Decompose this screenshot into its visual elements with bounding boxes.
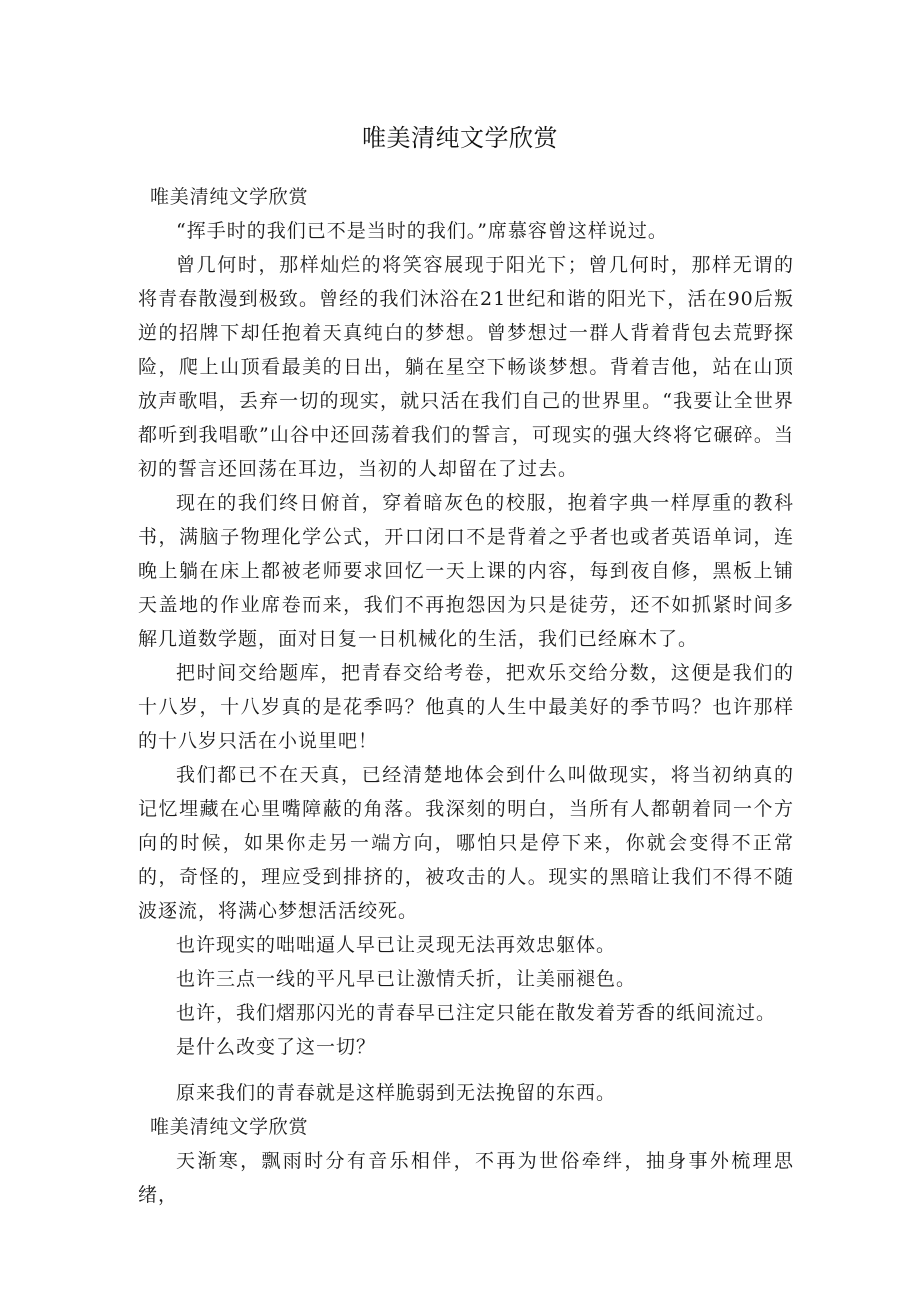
paragraph-quote: “挥手时的我们已不是当时的我们。”席慕容曾这样说过。: [176, 220, 668, 242]
paragraph-line: 也许三点一线的平凡早已让激情夭折，让美丽褪色。: [176, 968, 637, 990]
paragraph: 把时间交给题库，把青春交给考卷，把欢乐交给分数，这便是我们的十八岁，十八岁真的是花季吗？他真的人生中最美好的季节吗？也许那样的十八岁只活在小说里吧！: [138, 662, 794, 752]
section-heading: 唯美清纯文学欣赏: [150, 1116, 309, 1138]
paragraph: 天渐寒，飘雨时分有音乐相伴，不再为世俗牵绊，抽身事外梳理思绪，: [138, 1150, 794, 1206]
document-title: 唯美清纯文学欣赏: [362, 124, 558, 152]
section-heading: 唯美清纯文学欣赏: [150, 186, 309, 208]
paragraph-line: 原来我们的青春就是这样脆弱到无法挽留的东西。: [176, 1082, 617, 1104]
paragraph-line: 也许，我们熠那闪光的青春早已注定只能在散发着芳香的纸间流过。: [176, 1002, 777, 1024]
article-body: [138, 180, 794, 1212]
paragraph-line: 是什么改变了这一切？: [176, 1036, 377, 1058]
paragraph: 现在的我们终日俯首，穿着暗灰色的校服，抱着字典一样厚重的教科书，满脑子物理化学公式，开口闭口不是背着之乎者也或者英语单词，连晚上躺在床上都被老师要求回忆一天上课的内容，每到夜自修，黑板上铺天盖地的作业席卷而来，我们不再抱怨因为只是徒劳，还不如抓紧时间多解几道数学题，面对日复一日机械化的生活，我们已经麻木了。: [138, 492, 794, 650]
paragraph: 我们都已不在天真，已经清楚地体会到什么叫做现实，将当初纳真的记忆埋藏在心里嘴障蔽的角落。我深刻的明白，当所有人都朝着同一个方向的时候，如果你走另一端方向，哪怕只是停下来，你就会变得不正常的，奇怪的，理应受到排挤的，被攻击的人。现实的黑暗让我们不得不随波逐流，将满心梦想活活绞死。: [138, 764, 794, 922]
paragraph: 曾几何时，那样灿烂的将笑容展现于阳光下；曾几何时，那样无谓的将青春散漫到极致。曾经的我们沐浴在21世纪和谐的阳光下，活在90后叛逆的招牌下却任抱着天真纯白的梦想。曾梦想过一群人背着背包去荒野探险，爬上山顶看最美的日出，躺在星空下畅谈梦想。背着吉他，站在山顶放声歌唱，丢弃一切的现实，就只活在我们自己的世界里。“我要让全世界都听到我唱歌”山谷中还回荡着我们的誓言，可现实的强大终将它碾碎。当初的誓言还回荡在耳边，当初的人却留在了过去。: [138, 254, 794, 480]
paragraph-line: 也许现实的咄咄逼人早已让灵现无法再效忠躯体。: [176, 934, 617, 956]
